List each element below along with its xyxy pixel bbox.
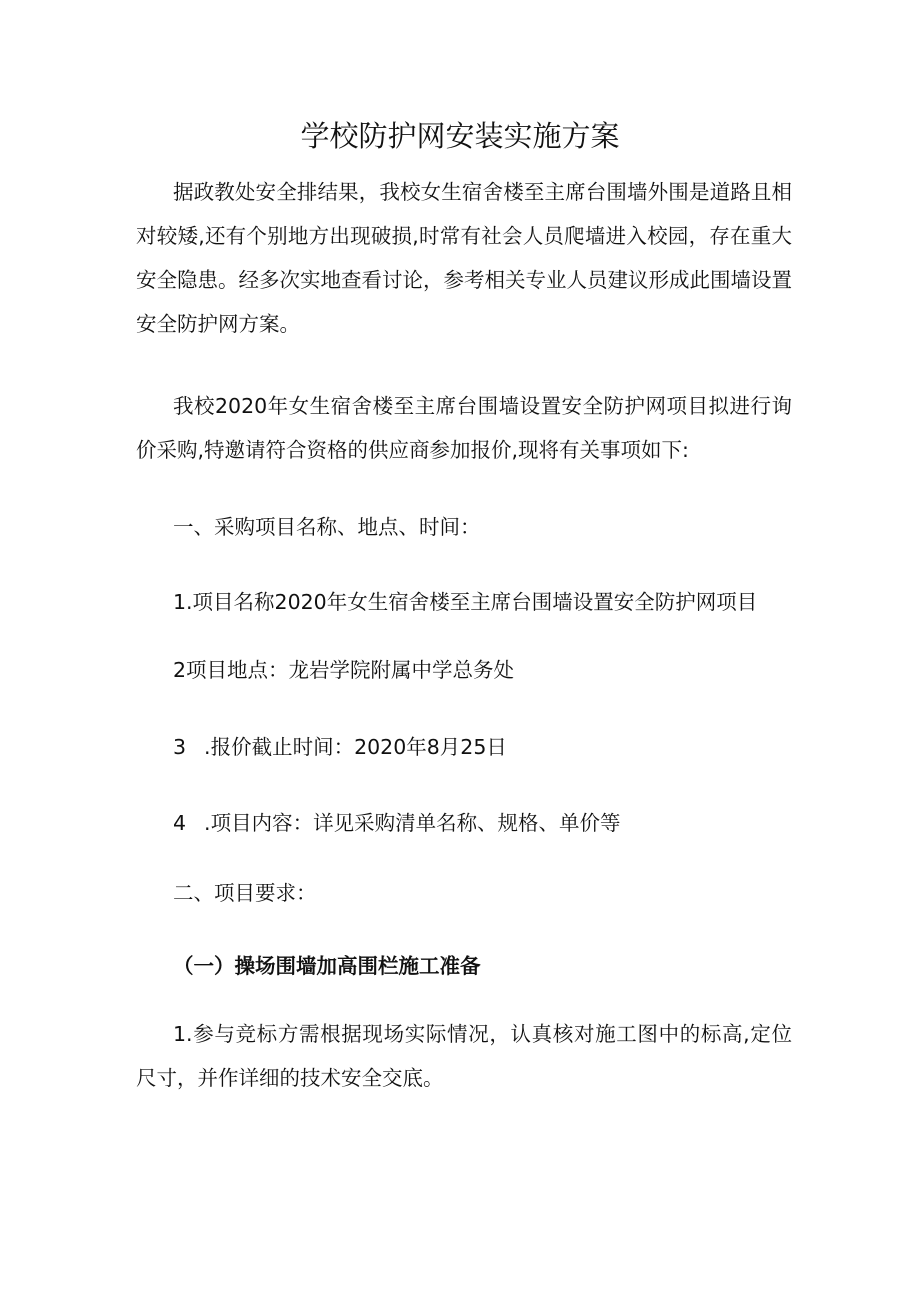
section2-item1: 1.参与竞标方需根据现场实际情况，认真核对施工图中的标高,定位尺寸，并作详细的技术安全交底。 bbox=[136, 1022, 792, 1090]
document-title: 学校防护网安装实施方案 bbox=[300, 119, 620, 153]
section1-item4-text: .项目内容：详见采购清单名称、规格、单价等 bbox=[204, 811, 621, 835]
section1-item2: 2项目地点：龙岩学院附属中学总务处 bbox=[173, 658, 515, 682]
intro-paragraph: 据政教处安全排结果，我校女生宿舍楼至主席台围墙外围是道路且相对较矮,还有个别地方出现破损,时常有社会人员爬墙进入校园，存在重大安全隐患。经多次实地查看讨论，参考相关专业人员建议形成此围墙设置安全防护网方案。 bbox=[136, 180, 792, 336]
section2-subheading: （一）操场围墙加高围栏施工准备 bbox=[173, 954, 481, 978]
section1-item1: 1.项目名称2020年女生宿舍楼至主席台围墙设置安全防护网项目 bbox=[173, 590, 758, 614]
section1-item3-text: .报价截止时间：2020年8月25日 bbox=[204, 735, 507, 759]
section1-item4-number: 4 bbox=[173, 811, 187, 835]
purpose-paragraph: 我校2020年女生宿舍楼至主席台围墙设置安全防护网项目拟进行询价采购,特邀请符合资格的供应商参加报价,现将有关事项如下: bbox=[136, 394, 792, 462]
section1-item3 bbox=[173, 725, 507, 769]
section1-item3-number: 3 bbox=[173, 735, 187, 759]
section1-heading: 一、采购项目名称、地点、时间： bbox=[173, 515, 481, 539]
section2-heading: 二、项目要求： bbox=[173, 881, 317, 905]
section1-item4 bbox=[173, 801, 621, 845]
